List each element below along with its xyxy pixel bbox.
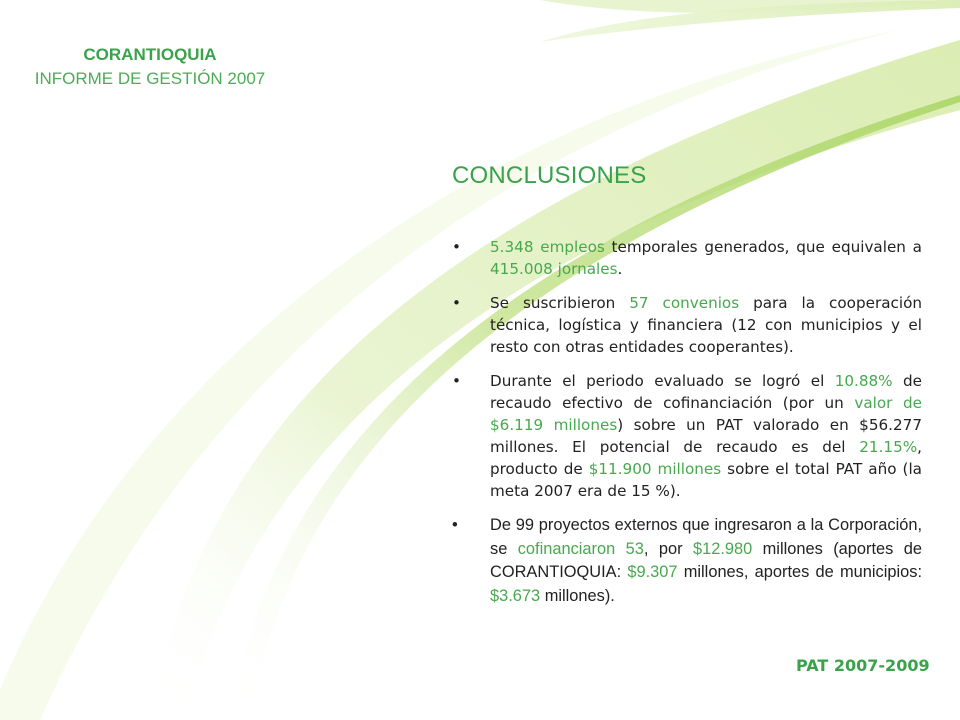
body-text: . (617, 260, 623, 278)
highlighted-text: 415.008 jornales (490, 260, 618, 278)
body-text: Se suscribieron (490, 294, 630, 312)
body-text: De 99 proyectos externos que ingresaron a la Corporación, se (490, 516, 922, 558)
header (0, 44, 300, 92)
body-text: , por (643, 539, 693, 558)
body-text: millones). (540, 586, 615, 605)
highlighted-text: $12.980 (692, 539, 753, 558)
body-text: de recaudo efectivo de cofinanciación (por un (490, 372, 922, 412)
page-title: CONCLUSIONES (452, 162, 647, 189)
highlighted-text: $3.673 (490, 586, 541, 605)
highlighted-text: 21.15% (859, 438, 918, 456)
highlighted-text: 5.348 empleos (490, 238, 605, 256)
report-title: INFORME DE GESTIÓN 2007 (34, 69, 266, 88)
footer-label: PAT 2007-2009 (796, 656, 930, 675)
body-text: ) sobre un PAT valorado en $56.277 millones. El potencial de recaudo es del (490, 416, 922, 456)
highlighted-text: 10.88% (834, 372, 893, 390)
body-text: millones, aportes de municipios: (677, 563, 923, 581)
organization-name: CORANTIOQUIA (83, 45, 217, 64)
highlighted-text: $9.307 (627, 563, 678, 581)
highlighted-text: valor de $6.119 millones (490, 394, 922, 434)
bullet-icon: • (452, 516, 458, 534)
list-item (452, 236, 922, 280)
body-text: para la cooperación técnica, logística y financiera (12 con municipios y el resto con otras entidades cooperantes). (490, 294, 922, 356)
list-item (452, 370, 922, 502)
body-text: sobre el total PAT año (la meta 2007 era de 15 %). (490, 460, 922, 500)
body-text: temporales generados, que equivalen a (604, 238, 922, 256)
bullet-icon: • (452, 372, 461, 390)
highlighted-text: $11.900 millones (588, 460, 722, 478)
bullet-icon: • (452, 294, 461, 312)
body-text: millones (aportes de CORANTIOQUIA: (490, 539, 922, 581)
bullet-icon: • (452, 238, 461, 256)
body-text: Durante el periodo evaluado se logró el (490, 372, 835, 390)
list-item (452, 292, 922, 358)
highlighted-text: 57 convenios (629, 294, 740, 312)
list-item (452, 514, 922, 608)
highlighted-text: cofinanciaron 53 (517, 539, 644, 558)
body-text: , producto de (490, 438, 922, 478)
conclusions-list (452, 236, 922, 620)
